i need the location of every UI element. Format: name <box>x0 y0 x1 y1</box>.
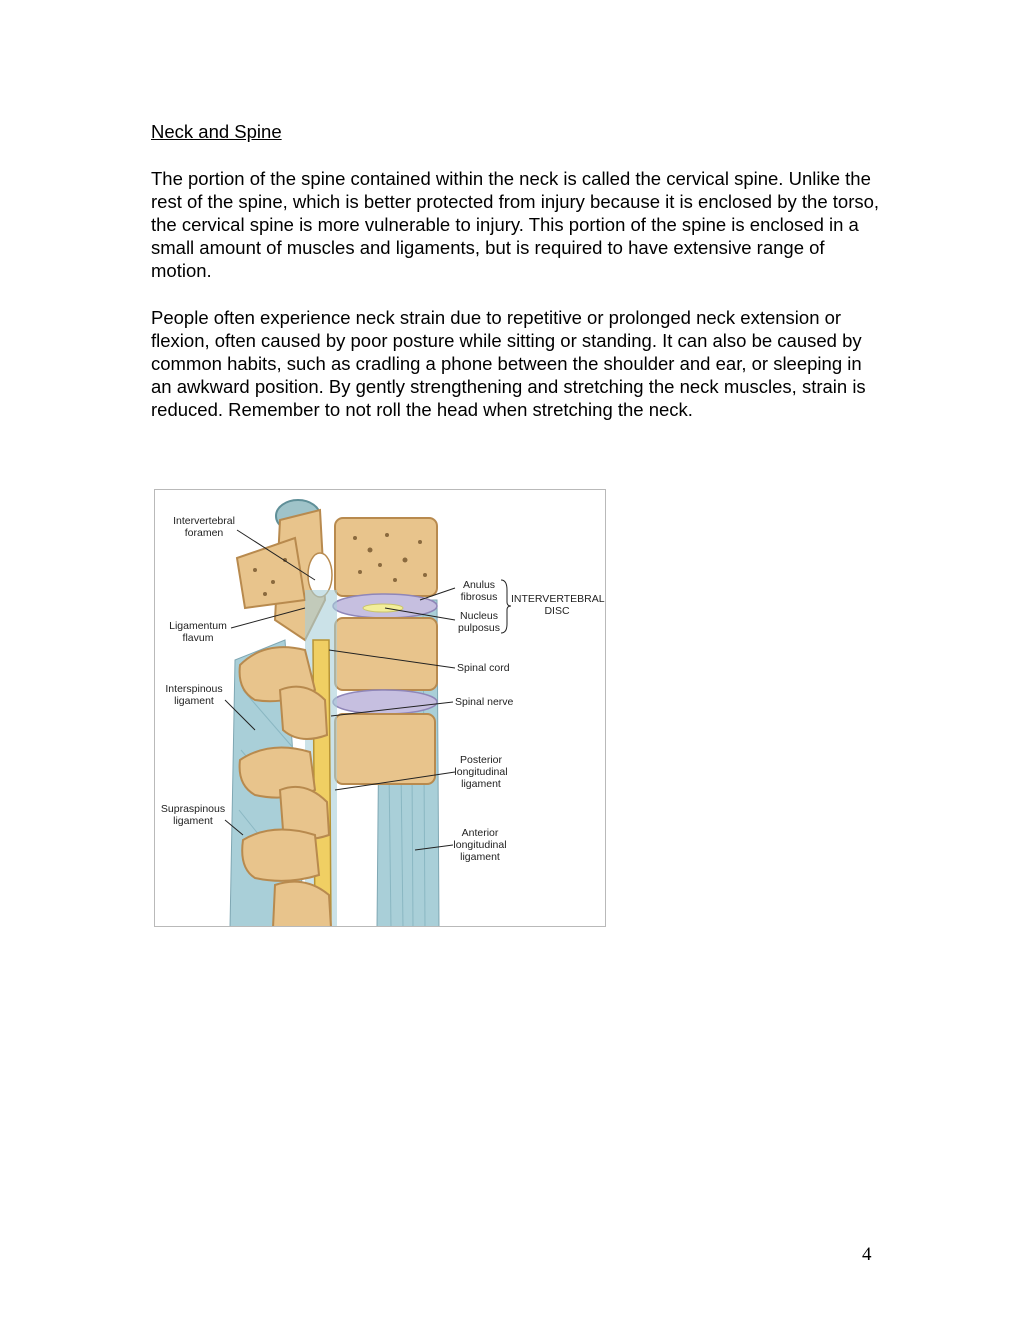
label-intervertebral-foramen: Intervertebral foramen <box>173 515 235 539</box>
spinous-process-5 <box>242 830 319 881</box>
label-anterior-longitudinal-ligament: Anterior longitudinal ligament <box>453 827 507 863</box>
section-heading: Neck and Spine <box>151 121 282 142</box>
paragraph-cervical-spine: The portion of the spine contained within the neck is called the cervical spine. Unlike the rest of the spine, which is better protected from injury because it is enclosed by the torso, the cervical spine is more vulnerable to injury. This portion of the spine is enclosed in a small amount of muscles and ligaments, but is required to have extensive range of motion. <box>151 168 880 282</box>
label-ligamentum-flavum: Ligamentum flavum <box>169 620 227 644</box>
vertebral-body-top <box>335 518 437 596</box>
label-supraspinous-ligament: Supraspinous ligament <box>160 803 226 827</box>
vertebral-body-middle <box>335 618 437 690</box>
spine-illustration <box>155 490 606 927</box>
spinal-cord-shape <box>313 640 331 927</box>
paragraph-neck-strain: People often experience neck strain due to repetitive or prolonged neck extension or flexion, often caused by poor posture while sitting or standing. It can also be caused by common habits, such as cradling a phone between the shoulder and ear, or sleeping in an awkward position. By gently strengthening and stretching the neck muscles, strain is reduced. Remember to not roll the head when stretching the neck. <box>151 307 866 421</box>
vertebral-body-lower <box>335 714 435 784</box>
label-nucleus-pulposus: Nucleus pulposus <box>457 610 501 634</box>
spine-anatomy-figure <box>154 489 606 927</box>
transverse-top <box>237 538 305 608</box>
nucleus-shape <box>363 604 403 612</box>
label-spinal-nerve: Spinal nerve <box>455 696 514 708</box>
label-anulus-fibrosus: Anulus fibrosus <box>460 579 498 603</box>
label-intervertebral-disc: INTERVERTEBRAL DISC <box>511 593 605 617</box>
label-posterior-longitudinal-ligament: Posterior longitudinal ligament <box>454 754 508 790</box>
label-spinal-cord: Spinal cord <box>457 662 510 674</box>
spinous-process-2 <box>280 687 327 739</box>
lower-disc <box>333 690 437 714</box>
label-interspinous-ligament: Interspinous ligament <box>165 683 223 707</box>
page-number: 4 <box>862 1244 872 1265</box>
